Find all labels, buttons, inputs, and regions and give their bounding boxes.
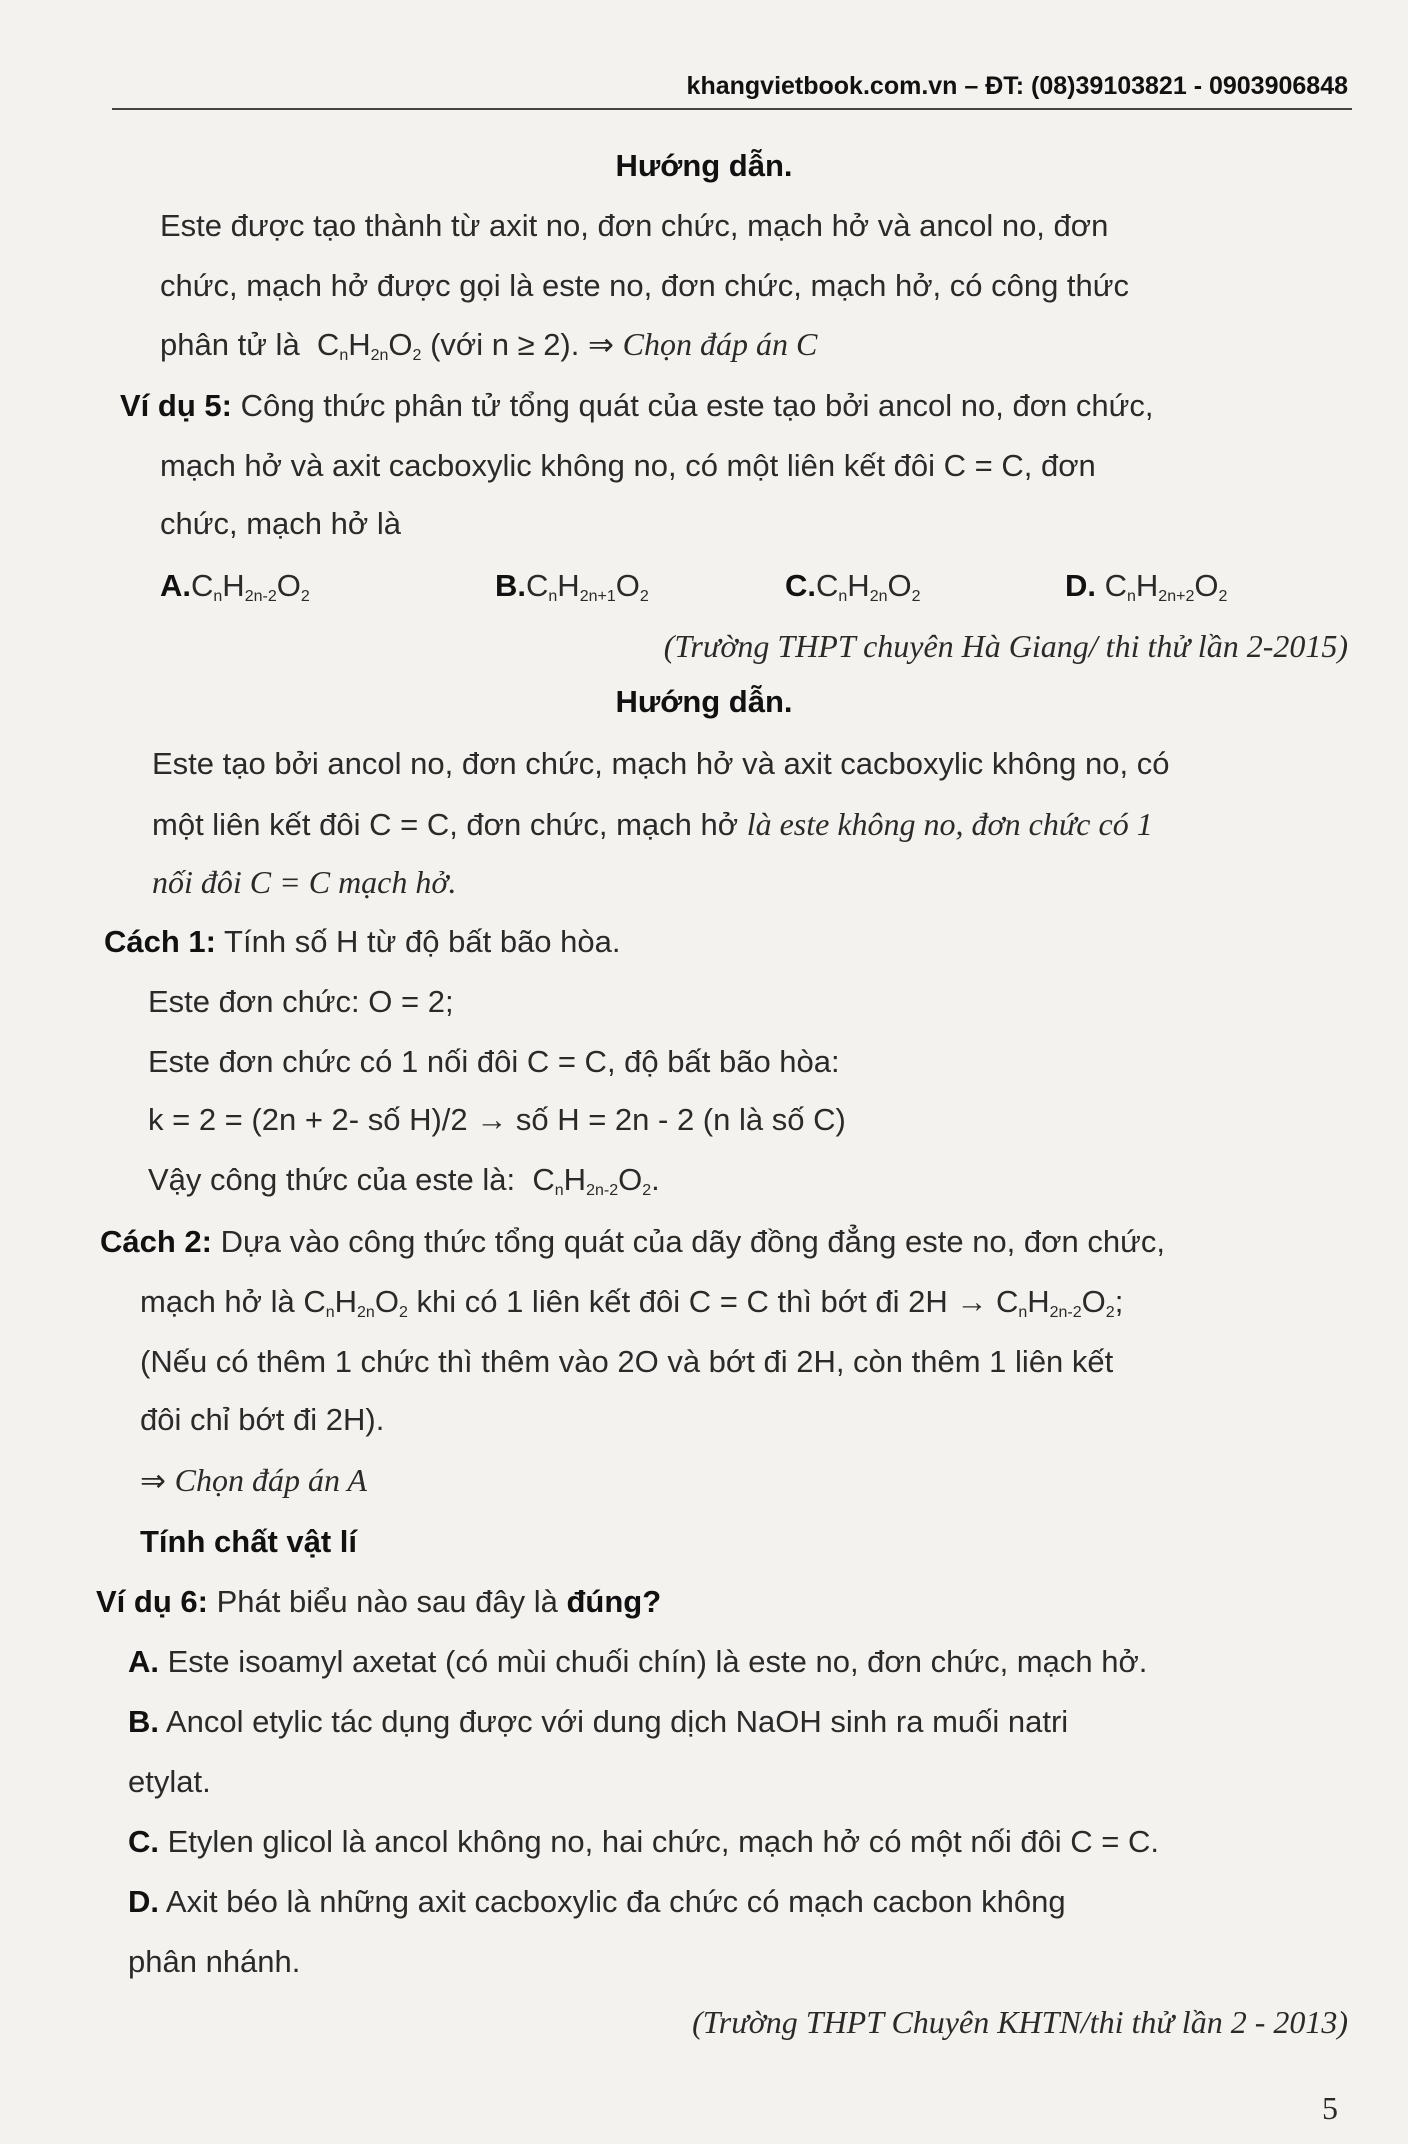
header-rule (112, 108, 1352, 110)
example-6-option-b-cont: etylat. (128, 1764, 211, 1799)
example-6-source: (Trường THPT Chuyên KHTN/thi thử lần 2 - 2013) (692, 2004, 1348, 2040)
option-d: D. $C_nH_{2n+2}O_2$ (1065, 568, 1228, 605)
method-2-line-4: đôi chỉ bớt đi 2H). (140, 1402, 385, 1437)
physical-properties-title: Tính chất vật lí (140, 1524, 358, 1559)
method-1-line-3: k = 2 = (2n + 2- số H)/2 → số H = 2n - 2 (n là số C) (148, 1102, 846, 1137)
para-2-line-3: nối đôi C = C mạch hở. (152, 864, 457, 900)
method-1-title: Cách 1: Tính số H từ độ bất bão hòa. (104, 924, 621, 959)
para-1-line-2: chức, mạch hở được gọi là este no, đơn chức, mạch hở, có công thức (160, 268, 1130, 303)
para-1-line-3: phân tử là $C_nH_{2n}O_2$ (với n ≥ 2). ⇒ Chọn đáp án C (160, 326, 818, 364)
example-6-option-b: B. Ancol etylic tác dụng được với dung dịch NaOH sinh ra muối natri (128, 1704, 1069, 1739)
para-1-line-1: Este được tạo thành từ axit no, đơn chức, mạch hở và ancol no, đơn (160, 208, 1109, 243)
para-2-line-1: Este tạo bởi ancol no, đơn chức, mạch hở và axit cacboxylic không no, có (152, 746, 1170, 781)
example-6-option-d: D. Axit béo là những axit cacboxylic đa chức có mạch cacbon không (128, 1884, 1066, 1919)
option-c: $C.C_nH_{2n}O_2$ (785, 568, 921, 605)
example-5-line-1: Ví dụ 5: Công thức phân tử tổng quát của este tạo bởi ancol no, đơn chức, (120, 388, 1154, 423)
method-2-choice: ⇒ Chọn đáp án A (140, 1462, 367, 1498)
option-a: $A.C_nH_{2n-2}O_2$ (160, 568, 310, 605)
option-b: $B.C_nH_{2n+1}O_2$ (495, 568, 649, 605)
example-6-option-a: A. Este isoamyl axetat (có mùi chuối chín) là este no, đơn chức, mạch hở. (128, 1644, 1148, 1679)
method-2-line-2: mạch hở là $C_nH_{2n}O_2$ khi có 1 liên kết đôi C = C thì bớt đi $2H \to C_nH_{2n-2}O_2$; (140, 1284, 1124, 1321)
example-6-option-c: C. Etylen glicol là ancol không no, hai chức, mạch hở có một nối đôi C = C. (128, 1824, 1160, 1859)
method-1-line-1: Este đơn chức: O = 2; (148, 984, 454, 1019)
section-title-guide-1: Hướng dẫn. (615, 148, 793, 183)
method-2-line-3: (Nếu có thêm 1 chức thì thêm vào 2O và bớt đi 2H, còn thêm 1 liên kết (140, 1344, 1114, 1379)
page-header: khangvietbook.com.vn – ĐT: (08)39103821 - 0903906848 (686, 72, 1348, 100)
example-6-question: Ví dụ 6: Phát biểu nào sau đây là đúng? (96, 1584, 662, 1619)
example-5-source: (Trường THPT chuyên Hà Giang/ thi thử lần 2-2015) (663, 628, 1348, 664)
method-1-line-4: Vậy công thức của este là: $C_nH_{2n-2}O_2$. (148, 1162, 660, 1199)
method-2-line-1: Cách 2: Dựa vào công thức tổng quát của dãy đồng đẳng este no, đơn chức, (100, 1224, 1165, 1259)
section-title-guide-2: Hướng dẫn. (615, 684, 793, 719)
example-5-line-3: chức, mạch hở là (160, 506, 401, 541)
para-2-line-2: một liên kết đôi C = C, đơn chức, mạch hở là este không no, đơn chức có 1 (152, 806, 1153, 842)
example-5-line-2: mạch hở và axit cacboxylic không no, có một liên kết đôi C = C, đơn (160, 448, 1096, 483)
example-6-option-d-cont: phân nhánh. (128, 1944, 301, 1979)
method-1-line-2: Este đơn chức có 1 nối đôi C = C, độ bất bão hòa: (148, 1044, 840, 1079)
page-number: 5 (1322, 2090, 1338, 2126)
